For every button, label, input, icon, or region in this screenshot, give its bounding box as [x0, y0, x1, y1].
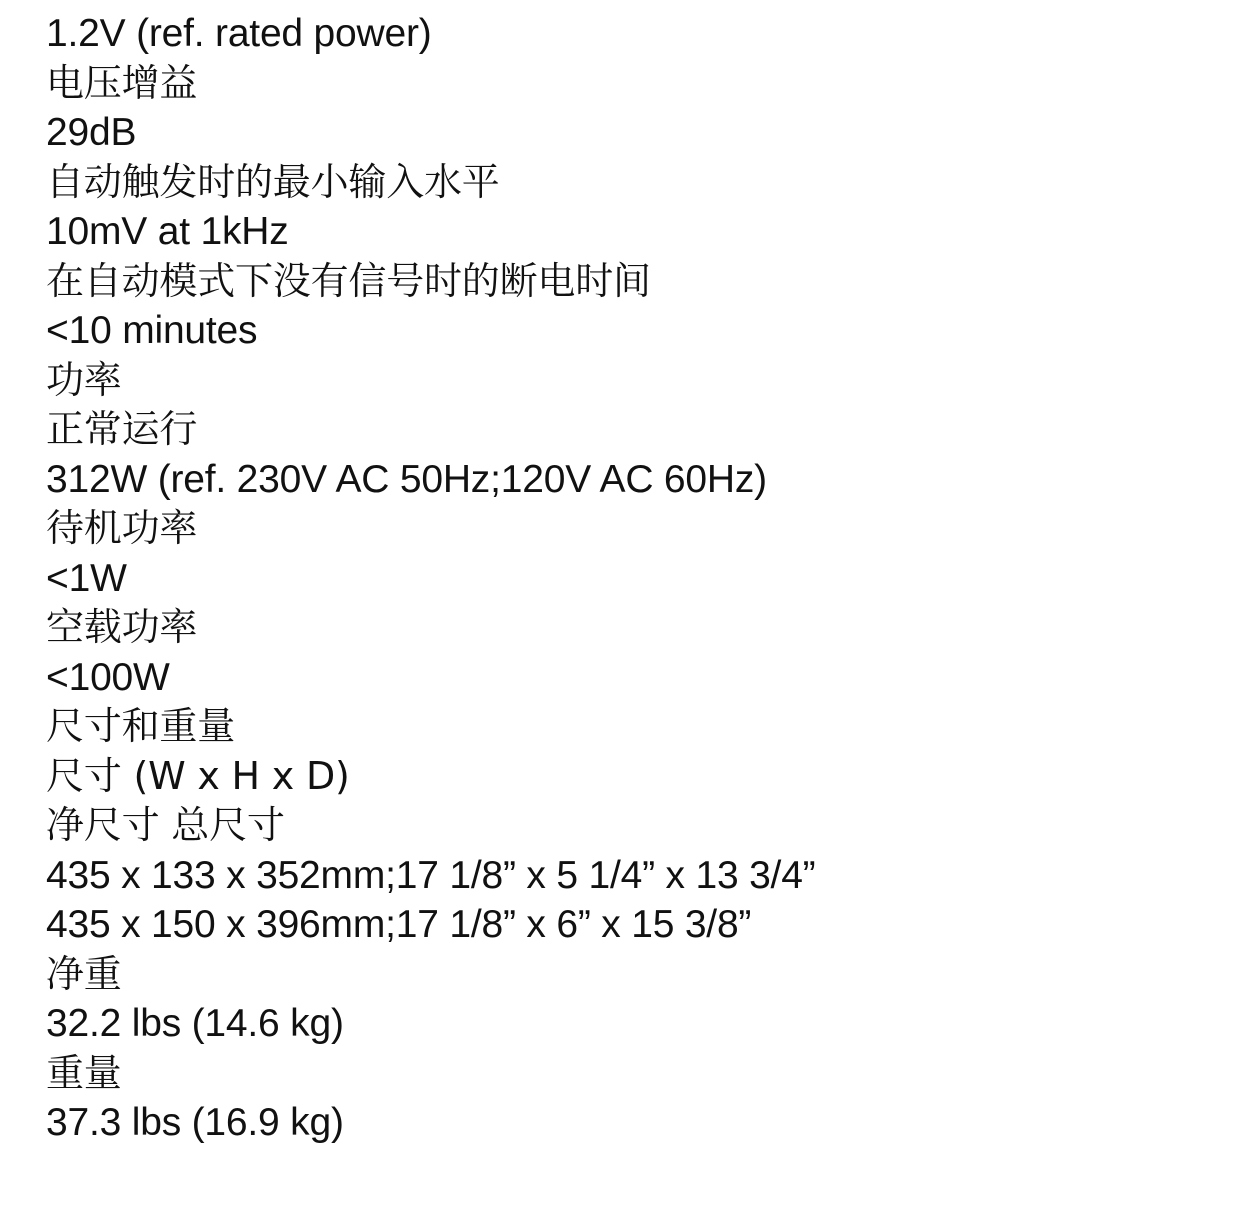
spec-line: 312W (ref. 230V AC 50Hz;120V AC 60Hz): [46, 457, 767, 501]
spec-heading: 净重: [46, 951, 122, 996]
spec-line: 1.2V (ref. rated power): [46, 12, 432, 55]
spec-heading: 尺寸和重量: [46, 704, 236, 748]
spec-line: 10mV at 1kHz: [46, 210, 289, 253]
spec-lines: [46, 9, 1226, 1148]
spec-heading: 功率: [46, 357, 122, 402]
spec-heading: 重量: [46, 1050, 122, 1095]
spec-document: [46, 0, 1226, 1216]
spec-line: <1W: [46, 556, 127, 600]
spec-line: 435 x 150 x 396mm;17 1/8” x 6” x 15 3/8”: [46, 903, 752, 946]
spec-line: 29dB: [46, 111, 137, 154]
spec-heading: 待机功率: [46, 506, 198, 550]
spec-heading: 空载功率: [46, 605, 198, 649]
spec-heading: 尺寸 (W x H x D): [46, 753, 350, 798]
spec-heading: 正常运行: [46, 407, 198, 451]
spec-heading: 自动触发时的最小输入水平: [46, 159, 500, 204]
spec-line: 32.2 lbs (14.6 kg): [46, 1002, 344, 1045]
spec-heading: 净尺寸 总尺寸: [46, 803, 285, 847]
spec-heading: 在自动模式下没有信号时的断电时间: [46, 258, 651, 303]
spec-line: <10 minutes: [46, 309, 258, 352]
spec-line: 37.3 lbs (16.9 kg): [46, 1101, 344, 1144]
spec-line: <100W: [46, 655, 170, 699]
spec-line: 435 x 133 x 352mm;17 1/8” x 5 1/4” x 13 3/4”: [46, 853, 816, 897]
spec-heading: 电压增益: [46, 60, 198, 105]
